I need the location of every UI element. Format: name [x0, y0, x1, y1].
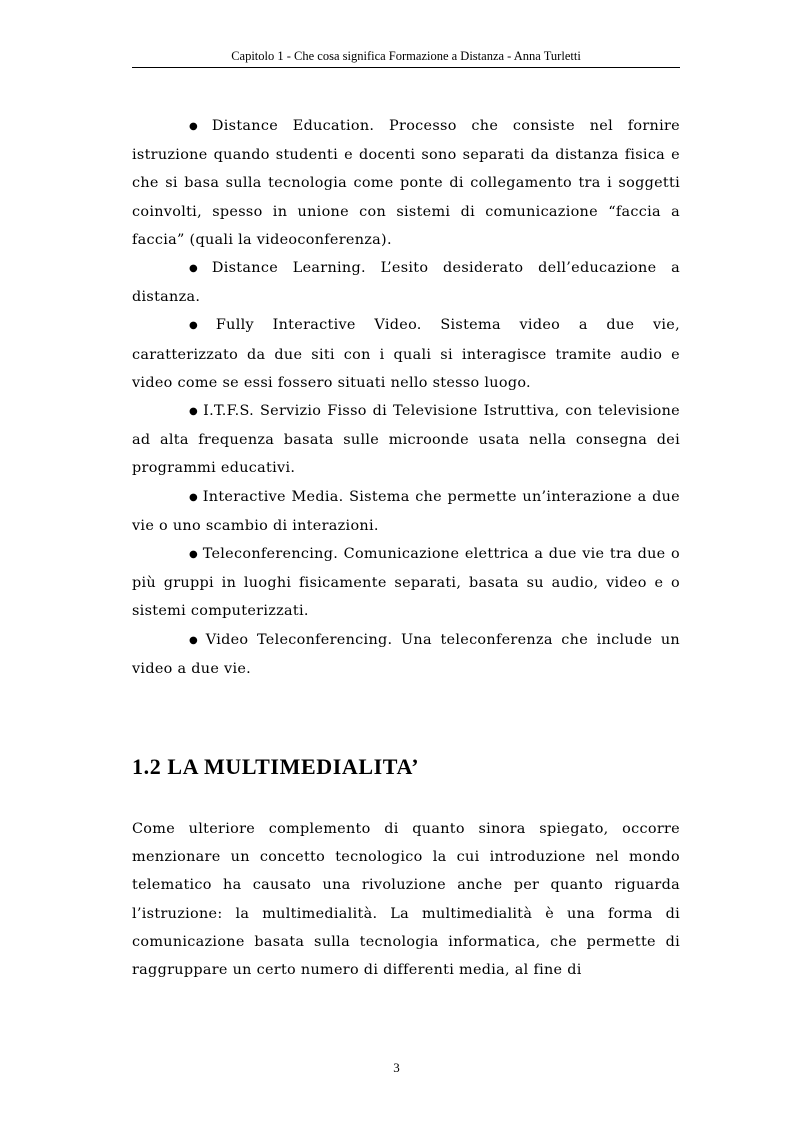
list-item-text: Teleconferencing. Comunicazione elettrica a due vie tra due o più gruppi in luoghi fisicamente separati, basata su audio, video e o sistemi computerizzati. — [132, 546, 680, 620]
list-item — [132, 483, 680, 540]
list-item-text: Distance Education. Processo che consiste nel fornire istruzione quando studenti e docenti sono separati da distanza fisica e che si basa sulla tecnologia come ponte di collegamento tra i soggetti coinvolti, spesso in unione con sistemi di comunicazione “faccia a faccia” (quali la videoconferenza). — [132, 118, 681, 248]
bullet-icon: ● — [189, 263, 208, 275]
page-number: 3 — [393, 1060, 400, 1075]
list-item-text: Video Teleconferencing. Una teleconferenza che include un video a due vie. — [132, 631, 680, 677]
list-item — [132, 626, 680, 683]
list-item-text: Fully Interactive Video. Sistema video a due vie, caratterizzato da due siti con i quali si interagisce tramite audio e video come se essi fossero situati nello stesso luogo. — [132, 317, 680, 391]
list-item — [132, 254, 680, 311]
bullet-icon: ● — [189, 634, 202, 646]
page-content — [132, 112, 681, 979]
list-item-text: Interactive Media. Sistema che permette un’interazione a due vie o uno scambio di interazioni. — [132, 488, 680, 534]
list-item-text: I.T.F.S. Servizio Fisso di Televisione Istruttiva, con televisione ad alta frequenza basata sulle microonde usata nella consegna dei programmi educativi. — [132, 403, 680, 477]
list-item — [132, 112, 680, 254]
list-item — [132, 311, 680, 397]
list-item — [132, 540, 680, 626]
bullet-icon: ● — [189, 549, 199, 561]
list-item-text: Distance Learning. L’esito desiderato dell’educazione a distanza. — [132, 260, 680, 306]
running-header: Capitolo 1 - Che cosa significa Formazione a Distanza - Anna Turletti — [132, 49, 680, 68]
bullet-icon: ● — [189, 491, 199, 503]
body-paragraph: Come ulteriore complemento di quanto sinora spiegato, occorre menzionare un concetto tecnologico la cui introduzione nel mondo telematico ha causato una rivoluzione anche per quanto riguarda l’istruzione: la multimedialità. La multimedialità è una forma di comunicazione basata sulla tecnologia informatica, che permette di raggruppare un certo numero di differenti media, al fine di — [132, 821, 680, 979]
definition-list — [132, 112, 680, 683]
bullet-icon: ● — [189, 406, 200, 418]
list-item — [132, 397, 680, 483]
bullet-icon: ● — [189, 320, 212, 332]
bullet-icon: ● — [189, 121, 208, 132]
section-heading: 1.2 LA MULTIMEDIALITA’ — [132, 754, 420, 779]
